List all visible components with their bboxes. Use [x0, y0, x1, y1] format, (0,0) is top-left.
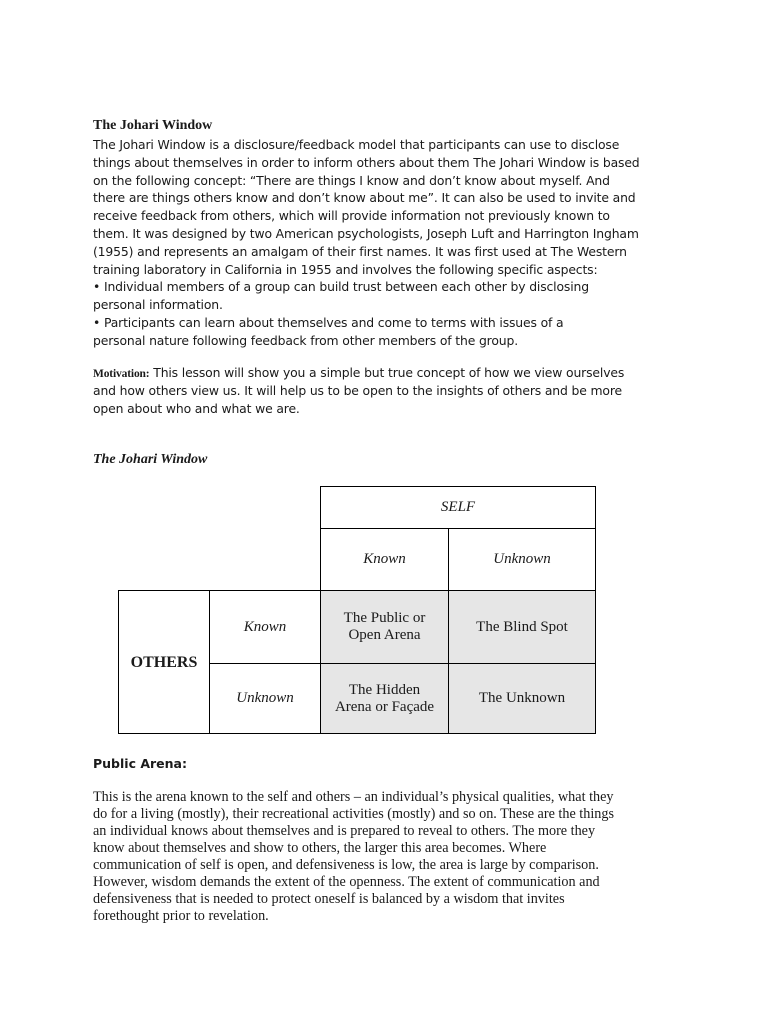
bullet-item-cont: personal information.: [93, 297, 223, 313]
public-arena-cell: The Public or Open Arena: [320, 590, 449, 664]
intro-line: (1955) and represents an amalgam of their first names. It was first used at The Western: [93, 243, 627, 259]
self-known: Known: [320, 528, 449, 591]
paragraph-line: an individual knows about themselves and is prepared to reveal to others. The more they: [93, 823, 596, 839]
paragraph-line: However, wisdom demands the extent of the openness. The extent of communication and: [93, 874, 600, 890]
paragraph-line: defensiveness that is needed to protect oneself is balanced by a wisdom that invites: [93, 891, 565, 907]
paragraph-line: know about themselves and show to others, the larger this area becomes. Where: [93, 840, 547, 856]
motivation-line: open about who and what we are.: [93, 400, 300, 416]
others-header: OTHERS: [118, 590, 210, 734]
section-heading: Public Arena:: [93, 756, 187, 771]
bullet-item: • Participants can learn about themselves and come to terms with issues of a: [93, 315, 564, 330]
hidden-arena-cell: The Hidden Arena or Façade: [320, 663, 449, 734]
intro-line: receive feedback from others, which will provide information not previously known to: [93, 208, 610, 224]
paragraph-line: forethought prior to revelation.: [93, 908, 269, 924]
self-header: SELF: [320, 486, 596, 529]
others-unknown: Unknown: [209, 663, 321, 734]
self-unknown: Unknown: [448, 528, 596, 591]
intro-line: The Johari Window is a disclosure/feedback model that participants can use to disclose: [93, 137, 620, 152]
paragraph-line: communication of self is open, and defensiveness is low, the area is large by comparison.: [93, 857, 599, 873]
blind-spot-cell: The Blind Spot: [448, 590, 596, 664]
others-known: Known: [209, 590, 321, 664]
intro-line: training laboratory in California in 1955 and involves the following specific aspects:: [93, 261, 598, 277]
unknown-cell: The Unknown: [448, 663, 596, 734]
document-title: The Johari Window: [93, 118, 213, 133]
bullet-item: • Individual members of a group can build trust between each other by disclosing: [93, 279, 589, 295]
figure-title: The Johari Window: [93, 452, 208, 467]
paragraph-line: do for a living (mostly), their recreational activities (mostly) and so on. These are the things: [93, 806, 614, 822]
intro-line: there are things others know and don’t know about me”. It can also be used to invite and: [93, 190, 636, 206]
motivation-line: and how others view us. It will help us to be open to the insights of others and be more: [93, 382, 622, 398]
intro-line: things about themselves in order to inform others about them The Johari Window is based: [93, 154, 640, 170]
intro-line: them. It was designed by two American psychologists, Joseph Luft and Harrington Ingham: [93, 226, 639, 241]
paragraph-line: This is the arena known to the self and others – an individual’s physical qualities, what they: [93, 789, 614, 805]
motivation-label: Motivation:: [93, 368, 150, 380]
bullet-item-cont: personal nature following feedback from other members of the group.: [93, 332, 518, 348]
motivation-text: This lesson will show you a simple but true concept of how we view ourselves: [149, 365, 625, 380]
intro-line: on the following concept: “There are things I know and don’t know about myself. And: [93, 172, 610, 188]
